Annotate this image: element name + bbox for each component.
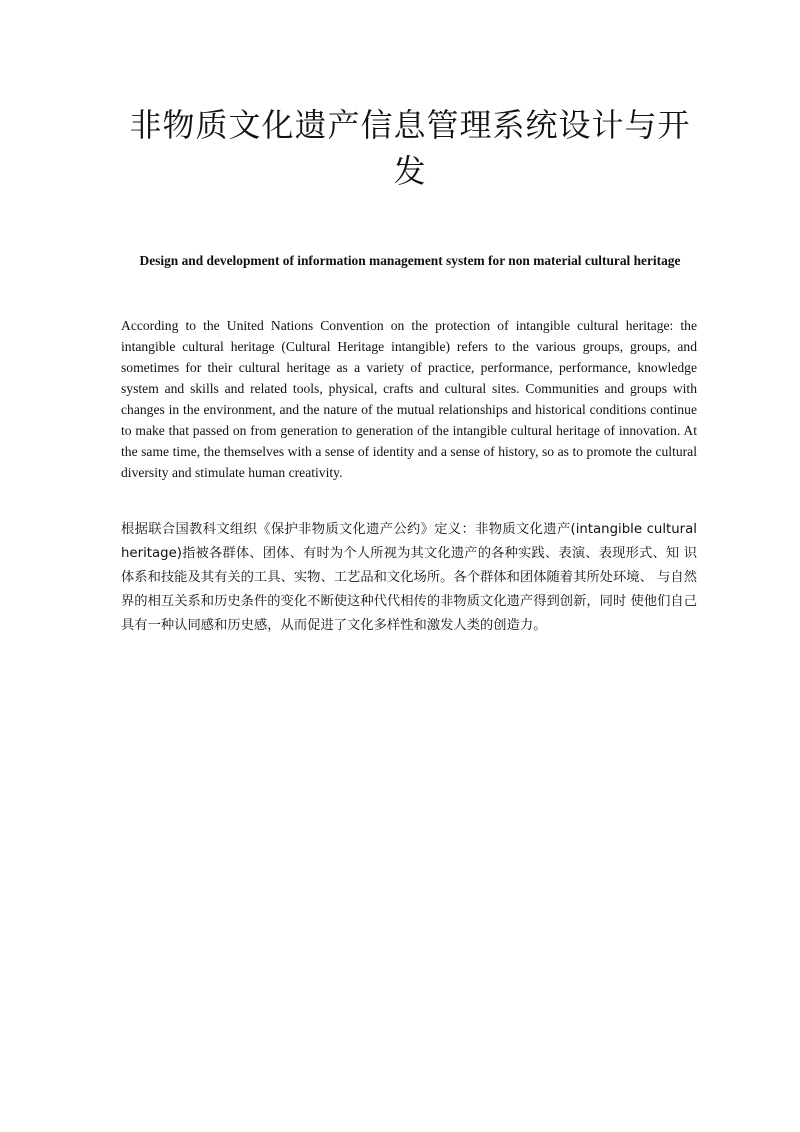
document-title: 非物质文化遗产信息管理系统设计与开发 [129,106,691,190]
english-title: Design and development of information management system for non material cultural heritage [139,253,681,268]
chinese-abstract: 根据联合国教科文组织《保护非物质文化遗产公约》定义：非物质文化遗产(intangible cultural heritage)指被各群体、团体、有时为个人所视为其文化遗产的各种实践、表演、表现形式、知 识体系和技能及其有关的工具、实物、工艺品和文化场所。各个群体和团体随着其所处环境、 与自然界的相互关系和历史条件的变化不断使这种代代相传的非物质文化遗产得到创新，同时 使他们自己具有一种认同感和历史感，从而促进了文化多样性和激发人类的创造力。 [121,522,697,633]
english-abstract: According to the United Nations Convention on the protection of intangible cultural heritage: the intangible cultural heritage (Cultural Heritage intangible) refers to the various groups, groups, and sometimes for their cultural heritage as a variety of practice, performance, performance, knowledge system and skills and related tools, physical, crafts and cultural sites. Communities and groups with changes in the environment, and the nature of the mutual relationships and historical conditions continue to make that passed on from generation to generation of the intangible cultural heritage of innovation. At the same time, the themselves with a sense of identity and a sense of history, so as to promote the cultural diversity and stimulate human creativity. [121,318,697,480]
